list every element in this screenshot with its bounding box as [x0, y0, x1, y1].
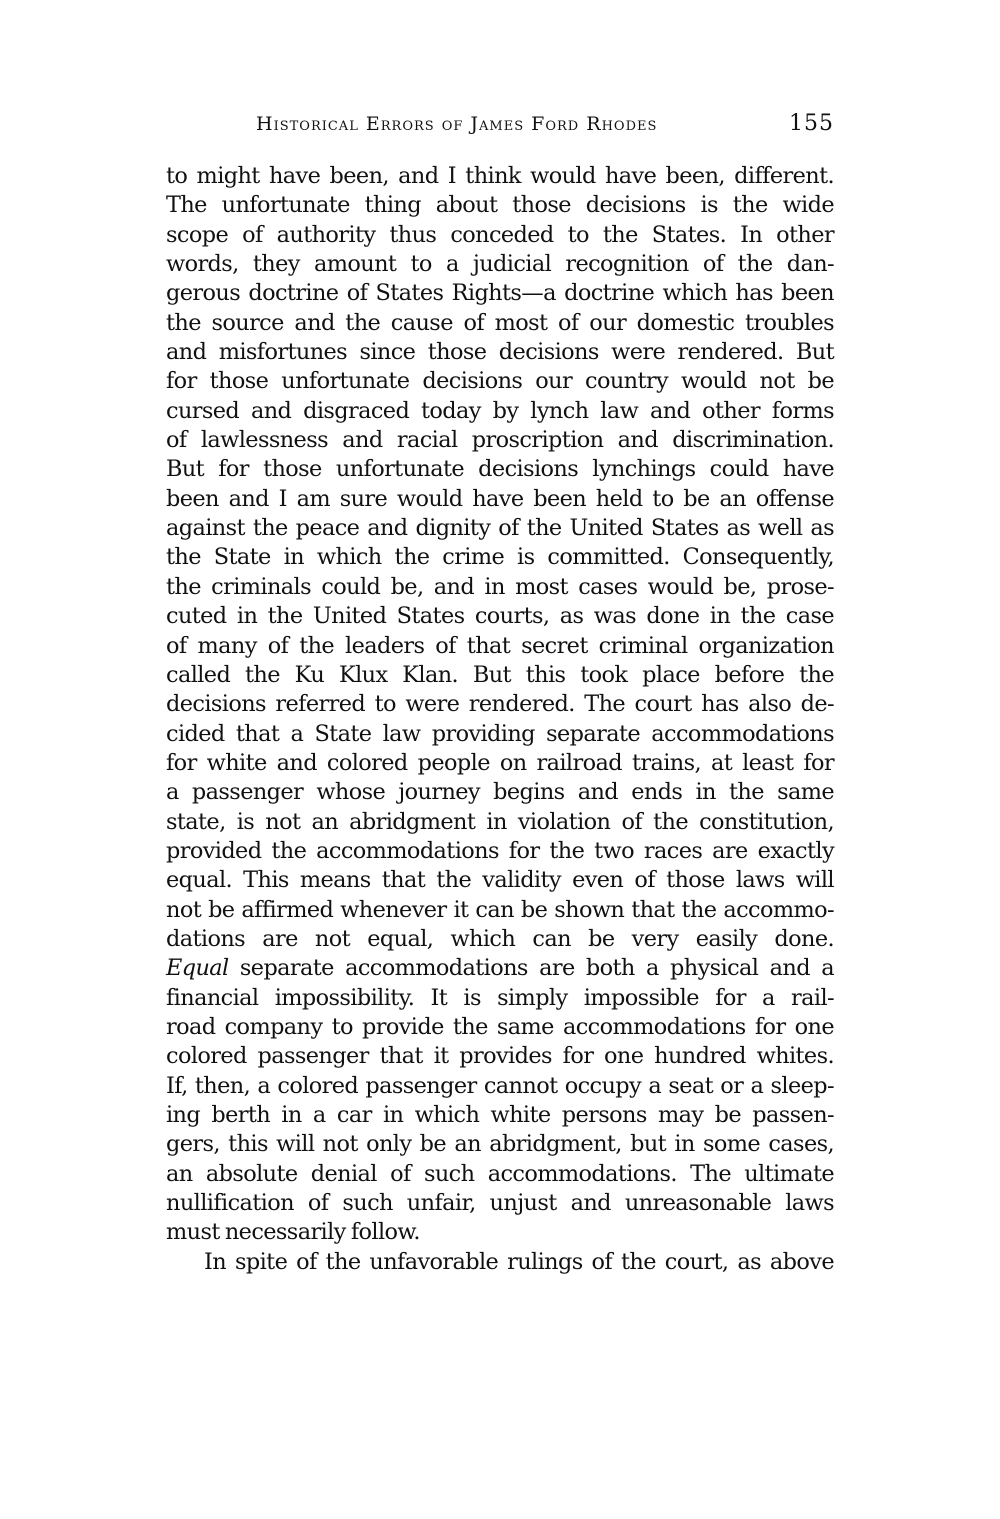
text-line: colored passenger that it provides for one hundred whites. [166, 1043, 834, 1070]
text-line: gers, this will not only be an abridgment, but in some cases, [166, 1131, 834, 1158]
text-line: to might have been, and I think would have been, different. [166, 163, 834, 189]
paragraph-end-line: must necessarily follow. [166, 1219, 420, 1246]
text-line: of many of the leaders of that secret criminal organization [166, 632, 834, 659]
text-line: called the Ku Klux Klan. But this took place before the [166, 661, 834, 688]
text-line: the criminals could be, and in most cases would be, prose- [166, 573, 834, 600]
text-line: equal. This means that the validity even of those laws will [166, 867, 834, 894]
text-line: ing berth in a car in which white persons may be passen- [166, 1102, 834, 1128]
text-line: of lawlessness and racial proscription and discrimination. [166, 427, 834, 454]
text-line: If, then, a colored passenger cannot occupy a seat or a sleep- [166, 1072, 834, 1099]
text-line-rest: separate accommodations are both a physical and a [228, 955, 834, 982]
text-line: against the peace and dignity of the United States as well as [166, 515, 834, 542]
text-line: road company to provide the same accommodations for one [166, 1013, 834, 1040]
text-line: provided the accommodations for the two races are exactly [166, 837, 834, 864]
text-line: the State in which the crime is committed. Consequently, [166, 544, 834, 571]
text-line: the source and the cause of most of our domestic troubles [166, 309, 834, 336]
page-number: 155 [789, 111, 834, 136]
text-line: an absolute denial of such accommodations. The ultimate [166, 1160, 834, 1187]
text-line: been and I am sure would have been held to be an offense [166, 485, 834, 512]
text-line: nullification of such unfair, unjust and unreasonable laws [166, 1190, 834, 1217]
text-line: dations are not equal, which can be very easily done. [166, 925, 834, 952]
text-line: for those unfortunate decisions our country would not be [166, 368, 834, 395]
text-line: scope of authority thus conceded to the States. In other [166, 221, 834, 248]
text-line: financial impossibility. It is simply impossible for a rail- [166, 984, 834, 1011]
text-line: cursed and disgraced today by lynch law and other forms [166, 397, 834, 424]
text-line: cuted in the United States courts, as was done in the case [166, 603, 834, 630]
text-line-italic-start [166, 954, 834, 983]
running-head [256, 108, 834, 140]
text-line: But for those unfortunate decisions lynchings could have [166, 456, 834, 483]
text-line: for white and colored people on railroad trains, at least for [166, 749, 834, 776]
text-line: state, is not an abridgment in violation of the constitution, [166, 808, 834, 835]
text-line: and misfortunes since those decisions were rendered. But [166, 339, 834, 366]
text-line: words, they amount to a judicial recognition of the dan- [166, 251, 834, 278]
italic-word: Equal [166, 955, 229, 982]
running-title: Historical Errors of James Ford Rhodes [256, 113, 658, 135]
body-text [166, 162, 834, 1277]
text-line: decisions referred to were rendered. The court has also de- [166, 691, 834, 718]
text-line: cided that a State law providing separate accommodations [166, 720, 834, 747]
text-line: not be affirmed whenever it can be shown that the accommo- [166, 896, 834, 923]
text-line: gerous doctrine of States Rights—a doctrine which has been [166, 280, 834, 307]
text-line: The unfortunate thing about those decisions is the wide [166, 192, 834, 219]
paragraph-start-line: In spite of the unfavorable rulings of the court, as above [204, 1248, 834, 1275]
text-line: a passenger whose journey begins and ends in the same [166, 779, 834, 806]
